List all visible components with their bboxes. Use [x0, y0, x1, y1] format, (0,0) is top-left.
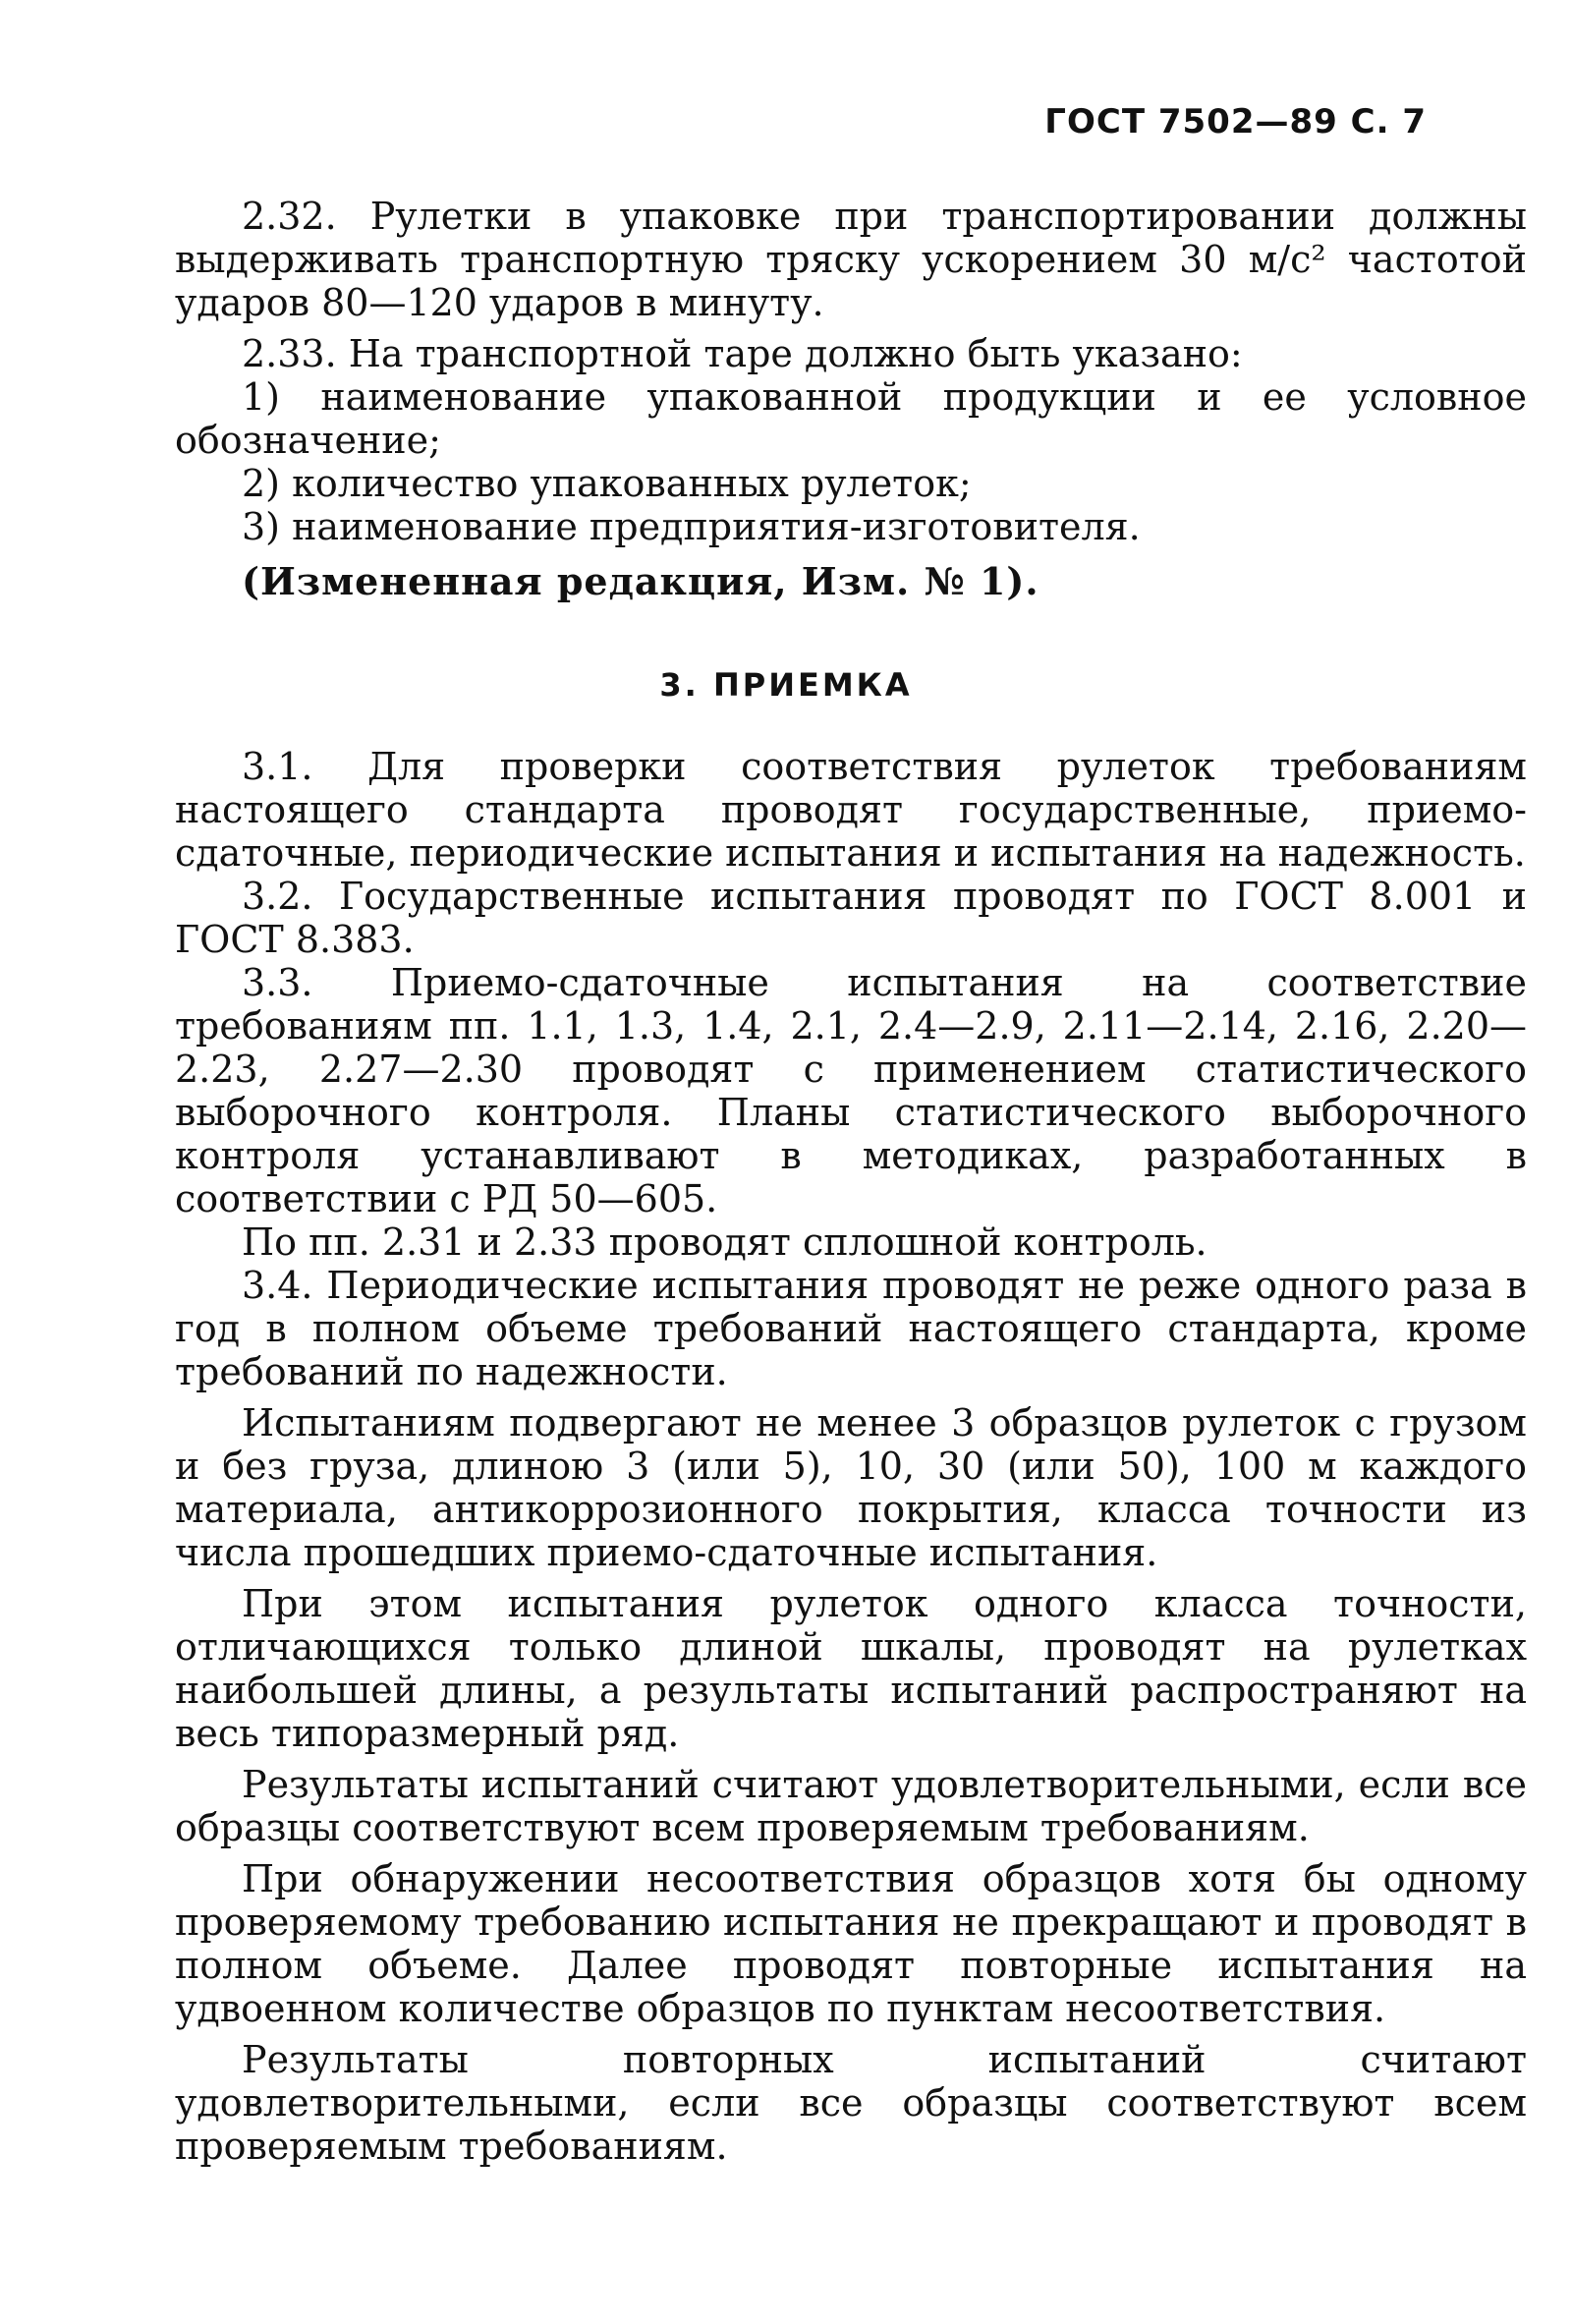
paragraph-samples: Испытаниям подвергают не менее 3 образцов рулеток с грузом и без груза, длиною 3 (или 5), 10, 30 (или 50), 100 м каждого материала, антикоррозионного покрытия, класса точности из числа прошедших приемо-сдаточные испытания. [175, 1401, 1527, 1574]
paragraph-continuous-control: По пп. 2.31 и 2.33 проводят сплошной контроль. [242, 1220, 1207, 1264]
paragraph-2-32: 2.32. Рулетки в упаковке при транспортировании должны выдерживать транспортную тряску ускорением 30 м/с² частотой ударов 80—120 ударов в минуту. [175, 195, 1527, 324]
paragraph-3-3: 3.3. Приемо-сдаточные испытания на соответствие требованиям пп. 1.1, 1.3, 1.4, 2.1, 2.4—2.9, 2.11—2.14, 2.16, 2.20—2.23, 2.27—2.30 проводят с применением статистического выборочного контроля. Планы статистического выборочного контроля устанавливают в методиках, разработанных в соответствии с РД 50—605. [175, 961, 1527, 1220]
paragraph-length-series: При этом испытания рулеток одного класса точности, отличающихся только длиной шкалы, проводят на рулетках наибольшей длины, а результаты испытаний распространяют на весь типоразмерный ряд. [175, 1582, 1527, 1755]
section-title: 3. ПРИЕМКА [659, 666, 913, 704]
list-item: 1) наименование упакованной продукции и ее условное обозначение; [175, 375, 1527, 462]
list-item: 3) наименование предприятия-изготовителя. [242, 505, 1141, 548]
paragraph-3-1: 3.1. Для проверки соответствия рулеток требованиям настоящего стандарта проводят государственные, приемо-сдаточные, периодические испытания и испытания на надежность. [175, 745, 1527, 875]
section-2-tail [175, 195, 1527, 603]
amendment-note: (Измененная редакция, Изм. № 1). [242, 559, 1039, 603]
paragraph-nonconformity: При обнаружении несоответствия образцов хотя бы одному проверяемому требованию испытания не прекращают и проводят в полном объеме. Далее проводят повторные испытания на удвоенном количестве образцов по пунктам несоответствия. [175, 1857, 1527, 2030]
paragraph-results: Результаты испытаний считают удовлетворительными, если все образцы соответствуют всем проверяемым требованиям. [175, 1763, 1527, 1849]
running-header: ГОСТ 7502—89 С. 7 [1044, 102, 1427, 142]
paragraph-2-33: 2.33. На транспортной таре должно быть указано: [242, 332, 1243, 375]
list-item: 2) количество упакованных рулеток; [242, 462, 972, 505]
paragraph-repeat-results: Результаты повторных испытаний считают удовлетворительными, если все образцы соответствуют всем проверяемым требованиям. [175, 2038, 1527, 2168]
section-3-body [175, 745, 1527, 2168]
paragraph-3-4: 3.4. Периодические испытания проводят не реже одного раза в год в полном объеме требований настоящего стандарта, кроме требований по надежности. [175, 1264, 1527, 1393]
paragraph-3-2: 3.2. Государственные испытания проводят по ГОСТ 8.001 и ГОСТ 8.383. [175, 875, 1527, 961]
